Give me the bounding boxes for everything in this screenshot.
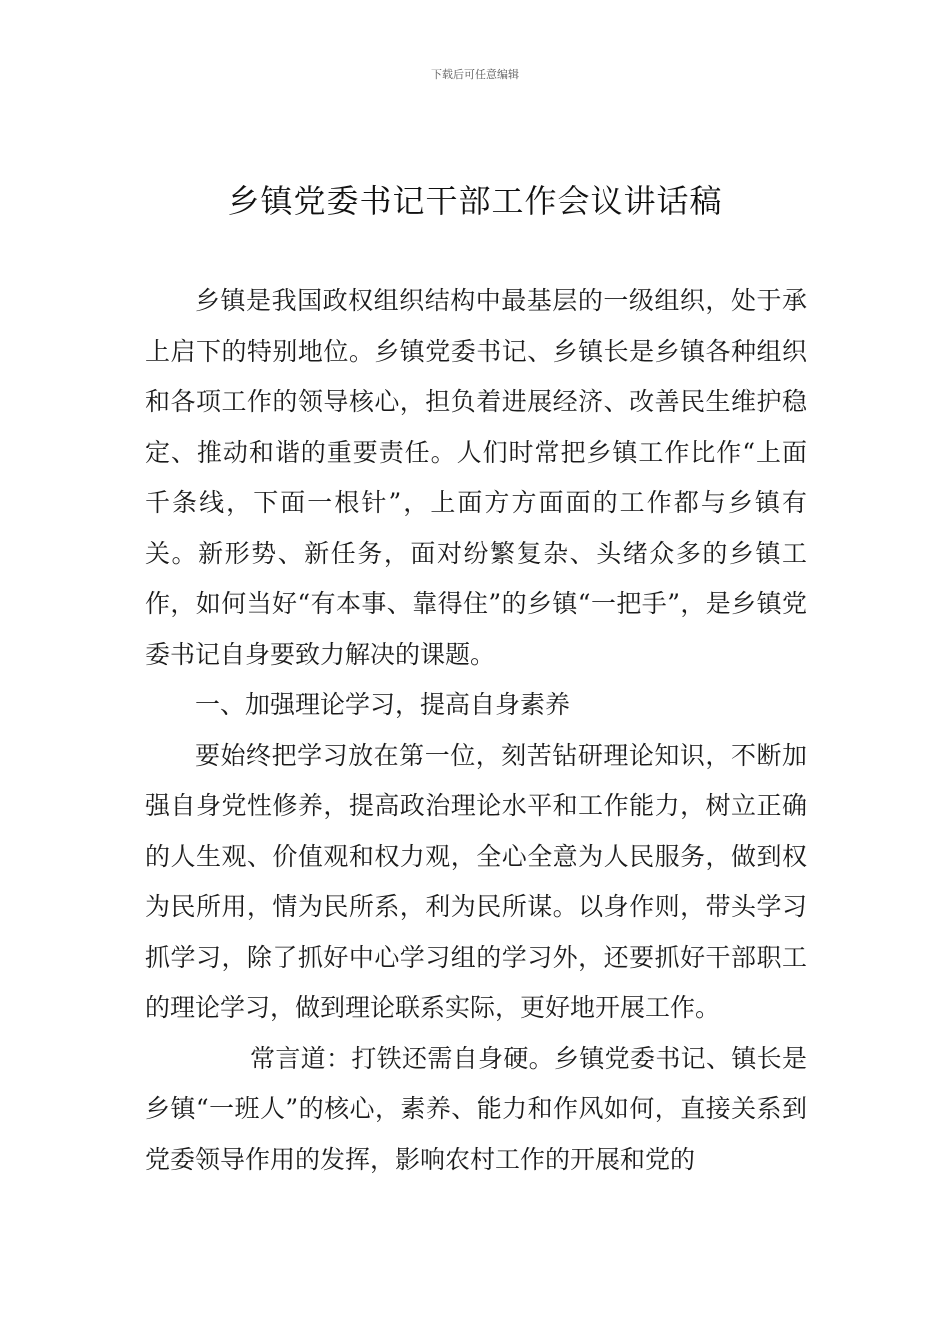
paragraph-study: 要始终把学习放在第一位，刻苦钻研理论知识，不断加强自身党性修养，提高政治理论水平和工作能力，树立正确的人生观、价值观和权力观，全心全意为人民服务，做到权为民所用，情为民所系，利为民所谋。以身作则，带头学习抓学习，除了抓好中心学习组的学习外，还要抓好干部职工的理论学习，做到理论联系实际，更好地开展工作。 [145, 740, 807, 1022]
document-title: 乡镇党委书记干部工作会议讲话稿 [227, 182, 723, 220]
paragraph-saying: 常言道：打铁还需自身硬。乡镇党委书记、镇长是乡镇“一班人”的核心，素养、能力和作风如何，直接关系到党委领导作用的发挥，影响农村工作的开展和党的 [145, 1043, 807, 1174]
section-heading-1: 一、加强理论学习，提高自身素养 [195, 690, 571, 719]
document-body [145, 276, 807, 1185]
header-note: 下载后可任意编辑 [431, 68, 519, 81]
paragraph-intro: 乡镇是我国政权组织结构中最基层的一级组织，处于承上启下的特别地位。乡镇党委书记、乡镇长是乡镇各种组织和各项工作的领导核心，担负着进展经济、改善民生维护稳定、推动和谐的重要责任。人们时常把乡镇工作比作“上面千条线，下面一根针”，上面方方面面的工作都与乡镇有关。新形势、新任务，面对纷繁复杂、头绪众多的乡镇工作，如何当好“有本事、靠得住”的乡镇“一把手”，是乡镇党委书记自身要致力解决的课题。 [145, 286, 807, 669]
